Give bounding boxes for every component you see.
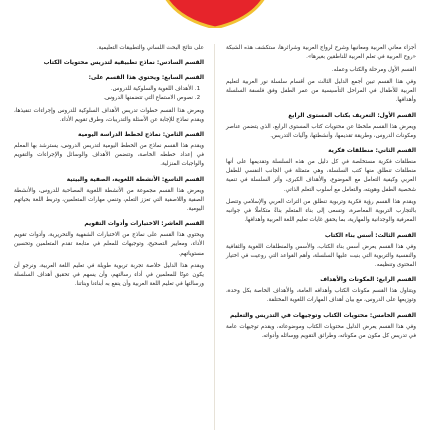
list-item: 2. نصوص الاستماع التي تتضمنها الدروس. [14,94,193,103]
paragraph: ويحتوي هذا القسم على نماذج من الاختبارات الشفهية والتحريرية، وأدوات تقويم الأداء، ومعايير التصحيح، وتوجيهات للمعلم في متابعة تقدم المتعلمين وتحسين مستوياتهم. [14,232,204,257]
paragraph: ويتناول هذا القسم مكونات الكتاب وأهدافه العامة، والأهداف الخاصة بكل وحدة، وتوزيعها على الدروس، مع بيان أهداف المهارات اللغوية المختلفة. [226,288,416,304]
section-heading: القسم الثامن: نماذج لخطط الدراسة اليومية [78,132,204,139]
section-heading: القسم التاسع: الأنشطة اللغوية، الصفية والبيتية [66,176,204,183]
paragraph: وفي هذا القسم يعرض أسس بناء الكتاب، والأسس والمنطلقات اللغوية والثقافية والنفسية والتربوية التي بنيت عليها السلسلة، وأهم القواعد التي روعيت في اختيار المحتوى وتنظيمه. [226,243,416,269]
left-column [14,44,204,293]
section-heading: القسم السابع: ويحتوي هذا القسم على: [88,75,204,82]
paragraph: ويقدم هذا الدليل خلاصة تجربة تربوية طويلة في تعليم اللغة العربية، ونرجو أن يكون عونًا للمعلمين في أداء رسالتهم، وأن يسهم في تحقيق أهداف السلسلة ورسالتها في تعليم اللغة العربية وأن ينفع به أبناءنا وبناتنا. [14,263,204,288]
paragraph: القسم الأول ومرحلة والكتاب وعمله. [331,66,416,73]
paragraph: ويعرض هذا القسم خطوات تدريس الأهداف السلوكية للدروس وإجراءات تنفيذها، ويقدم نماذج للإجابة عن الأسئلة والتدريبات، وطرق تقويم الأداء. [14,107,204,123]
paragraph: ويقدم هذا القسم رؤية فكرية وتربوية تنطلق من التراث العربي والإسلامي وتتصل بالتجارب التربوية المعاصرة، وتسعى إلى بناء المتعلم بناءً متكاملًا في جوانبه المعرفية والوجدانية والمهارية، بما يحقق غايات تعليم اللغة العربية وأهدافها. [226,199,416,224]
section-heading: القسم الرابع: المكونات والأهداف [320,277,416,284]
section-heading: القسم الخامس: محتويات الكتاب وتوجيهات في التدريس والتعليم [229,312,416,319]
list-item: 1. الأهداف اللغوية والسلوكية للدروس. [14,85,193,94]
section-heading: القسم الثالث: أسس بناء الكتاب [324,232,416,239]
section-heading: القسم الثاني: منطلقات فكرية [328,148,416,154]
column-divider [214,44,215,430]
paragraph: ويقدم هذا القسم نماذج من الخطط اليومية لتدريس الدروس، يسترشد بها المعلم في إعداد خططه الخاصة، وتتضمن الأهداف والوسائل والإجراءات والتقويم والواجبات المنزلية. [14,143,204,168]
section-heading: القسم الأول: التعريف بكتاب المستوى الرابع [288,112,416,119]
right-column [226,44,416,344]
paragraph: منطلقات فكرية مستخلصة في كل دليل من هذه السلسلة وتقديمها على أنها منطلقات تنطلق منها كتب السلسلة، وهي متمثلة في الجانب النفسي للطفل العربي وكيفية التعامل مع الموضوع، والأهداف الكبرى، وأثر السلسلة في تنمية شخصية الطفل وهويته، والتعامل مع أسلوب التعلم الذاتي. [226,159,416,193]
paragraph: وفي هذا القسم يعرض الدليل محتويات الكتاب وموضوعاته، ويقدم توجيهات عامة في تدريس كل مكون من مكوناته، وطرائق التقويم ووسائله وأدواته. [226,323,416,339]
section-heading: القسم العاشر: الاختبارات وأدوات التقويم [84,221,204,228]
section-heading: القسم السادس: نماذج تطبيقية لتدريس محتويات الكتاب [43,60,204,67]
numbered-list [14,85,204,103]
paragraph: وفي هذا القسم تبين أجمع الدليل الثالث من أقسام سلسلة نور العربية لتعليم العربية للأطفال في المراحل التأسيسية من عمر الطفل وفق فلسفة السلسلة وأهدافها. [226,78,416,104]
paragraph: ويعرض هذا القسم ملخصًا عن محتويات كتاب المستوى الرابع، الذي يتضمن عناصر ومكونات الدروس، وطريقة تقديمها، وأنشطتها، وآليات التدريس. [226,123,416,139]
paragraph: أجزاء معاني العربية ومعانيها وشرح لرواج العربية وشرائرها، ستكشف هذه الشبكة «روح العربية في تعلم العربية للناطقين بغيرها». [226,45,416,61]
paragraph: على نتائج البحث اللساني والتطبيقات التعليمية. [96,45,204,51]
paragraph: ويعرض هذا القسم مجموعة من الأنشطة اللغوية المصاحبة للدروس، والأنشطة الصفية واللاصفية التي تعزز التعلم، وتنمي مهارات المتعلمين، وتربط اللغة بحياتهم اليومية. [14,187,204,213]
